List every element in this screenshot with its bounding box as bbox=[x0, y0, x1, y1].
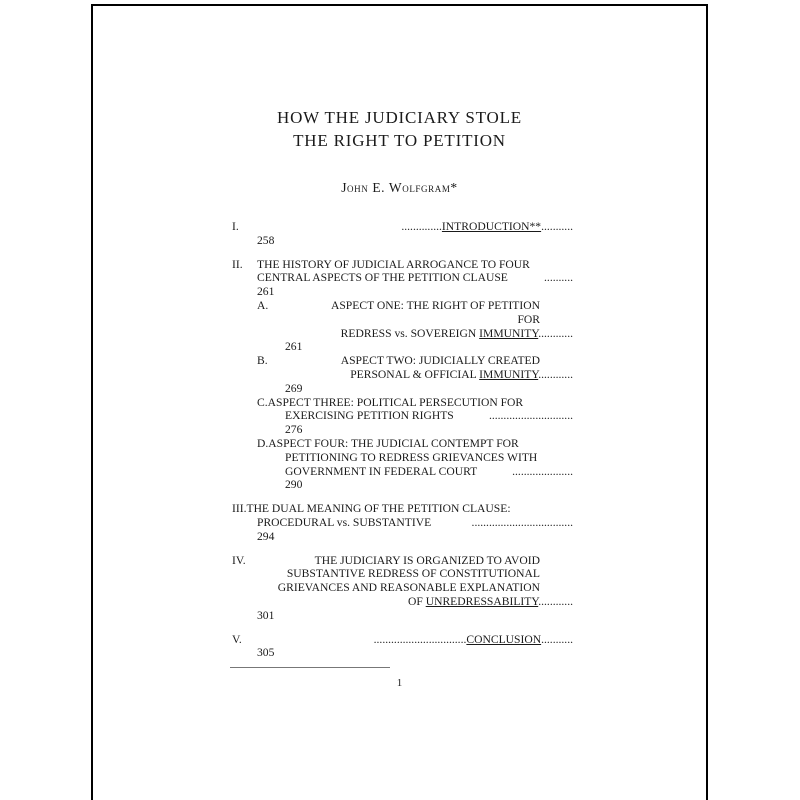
toc-page-number: 301 bbox=[257, 608, 275, 622]
toc-page-number: 276 bbox=[285, 423, 303, 437]
leader-dots: ............ bbox=[538, 367, 573, 381]
leader-dots: .............. bbox=[401, 220, 442, 233]
toc-line bbox=[257, 271, 573, 285]
toc-link-conclusion[interactable]: CONCLUSION bbox=[466, 632, 542, 646]
toc-line: III.THE DUAL MEANING OF THE PETITION CLAUSE: bbox=[232, 502, 511, 516]
toc-entry-judiciary-organized bbox=[232, 554, 573, 623]
toc-link-unredressability[interactable]: UNREDRESSABILITY bbox=[425, 594, 539, 608]
toc-line: GRIEVANCES AND REASONABLE EXPLANATION bbox=[277, 581, 540, 595]
author-byline: John E. Wolfgram* bbox=[341, 180, 458, 195]
leader-dots: ........... bbox=[541, 632, 573, 646]
page-number: 1 bbox=[396, 677, 403, 689]
toc-text: CENTRAL ASPECTS OF THE PETITION CLAUSE bbox=[257, 271, 508, 285]
toc-subentry-aspect-four bbox=[232, 437, 573, 492]
toc-text: GOVERNMENT IN FEDERAL COURT bbox=[285, 464, 478, 478]
toc-page-number: 258 bbox=[257, 233, 275, 247]
toc-page-number: 269 bbox=[285, 381, 303, 395]
toc-page-number: 305 bbox=[257, 646, 275, 660]
toc-link-introduction[interactable]: INTRODUCTION** bbox=[441, 220, 542, 233]
toc-line: D.ASPECT FOUR: THE JUDICIAL CONTEMPT FOR bbox=[257, 436, 519, 450]
leader-dots: ............ bbox=[538, 594, 573, 608]
toc-entry-history bbox=[232, 258, 573, 493]
toc-text: PERSONAL & OFFICIAL bbox=[350, 367, 480, 381]
toc-line bbox=[232, 595, 573, 609]
toc-subentry-aspect-one bbox=[232, 299, 573, 354]
toc-link-immunity[interactable]: IMMUNITY bbox=[479, 367, 539, 381]
footnote-separator bbox=[230, 667, 390, 668]
document-page bbox=[91, 4, 708, 800]
toc-numeral: V. bbox=[232, 632, 242, 646]
toc-page-number: 294 bbox=[257, 529, 275, 543]
toc-line bbox=[285, 409, 573, 423]
toc-numeral: IV. bbox=[232, 553, 246, 567]
leader-dots: .......... bbox=[544, 271, 573, 285]
toc-line bbox=[232, 633, 573, 647]
toc-link-immunity[interactable]: IMMUNITY bbox=[479, 326, 539, 340]
toc-line bbox=[232, 327, 573, 341]
toc-line: C.ASPECT THREE: POLITICAL PERSECUTION FOR bbox=[257, 395, 524, 409]
toc-text: ASPECT TWO: JUDICIALLY CREATED bbox=[340, 354, 540, 368]
title-line-2: THE RIGHT TO PETITION bbox=[293, 131, 506, 150]
toc-line: PETITIONING TO REDRESS GRIEVANCES WITH bbox=[285, 450, 538, 464]
toc-text: REDRESS vs. SOVEREIGN bbox=[340, 326, 480, 340]
toc-numeral: II. bbox=[232, 257, 243, 271]
toc-line bbox=[257, 354, 573, 368]
toc-text: ASPECT ONE: THE RIGHT OF PETITION FOR bbox=[330, 298, 540, 326]
toc-line bbox=[232, 220, 573, 234]
leader-dots: ............................. bbox=[488, 409, 573, 423]
page-title bbox=[93, 106, 706, 152]
toc-line bbox=[232, 258, 573, 272]
toc-letter: B. bbox=[257, 354, 268, 368]
title-line-1: HOW THE JUDICIARY STOLE bbox=[277, 108, 522, 127]
toc-numeral: I. bbox=[232, 220, 239, 233]
toc-subentry-aspect-two bbox=[232, 354, 573, 395]
toc-line bbox=[257, 516, 573, 530]
table-of-contents bbox=[232, 220, 573, 660]
toc-letter: A. bbox=[257, 298, 269, 312]
toc-text: OF bbox=[407, 594, 426, 608]
toc-text: THE JUDICIARY IS ORGANIZED TO AVOID bbox=[314, 553, 540, 567]
leader-dots: ..................... bbox=[512, 464, 573, 478]
toc-page-number: 261 bbox=[285, 340, 303, 354]
toc-entry-conclusion bbox=[232, 633, 573, 661]
toc-entry-dual-meaning bbox=[232, 502, 573, 543]
toc-line bbox=[285, 465, 573, 479]
toc-subentry-aspect-three bbox=[232, 396, 573, 437]
toc-page-number: 290 bbox=[285, 478, 303, 492]
toc-text: PROCEDURAL vs. SUBSTANTIVE bbox=[257, 515, 432, 529]
toc-line bbox=[257, 299, 573, 327]
toc-line: SUBSTANTIVE REDRESS OF CONSTITUTIONAL bbox=[286, 567, 540, 581]
toc-line bbox=[232, 368, 573, 382]
toc-text: EXERCISING PETITION RIGHTS bbox=[285, 409, 454, 423]
leader-dots: ........... bbox=[541, 220, 573, 233]
toc-entry-introduction bbox=[232, 220, 573, 248]
toc-text: THE HISTORY OF JUDICIAL ARROGANCE TO FOUR bbox=[257, 257, 530, 271]
toc-page-number: 261 bbox=[257, 285, 275, 299]
leader-dots: ............ bbox=[538, 326, 573, 340]
toc-line bbox=[232, 554, 573, 568]
leader-dots: ................................... bbox=[471, 515, 573, 529]
leader-dots: ................................ bbox=[373, 632, 467, 646]
